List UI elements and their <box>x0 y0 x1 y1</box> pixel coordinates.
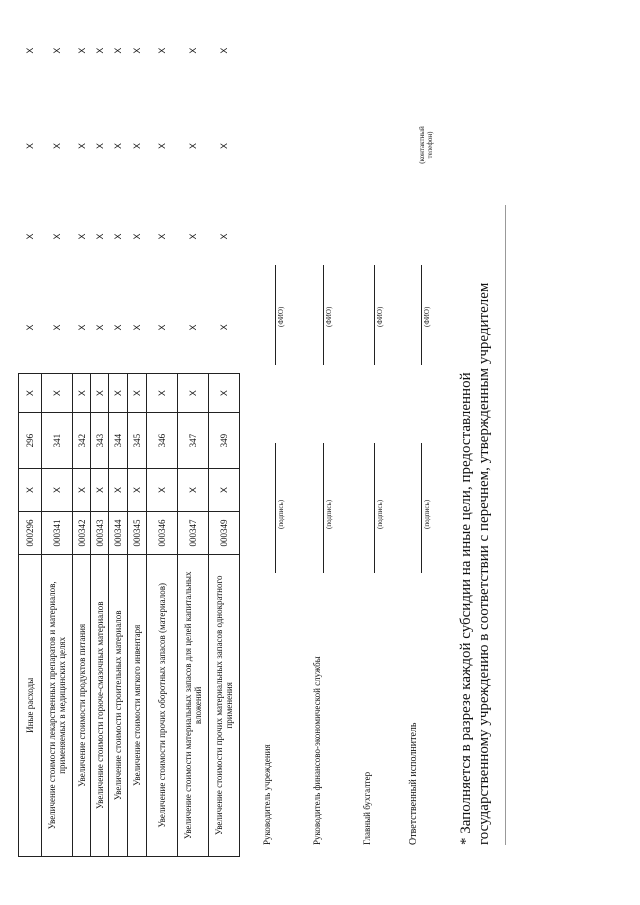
accountant-sign-line <box>374 443 375 573</box>
row-x-cell: X <box>109 468 128 512</box>
row-x-cell: X <box>209 373 240 413</box>
row-x-cell: X <box>25 324 35 331</box>
table-row <box>128 1 147 857</box>
expenses-table <box>18 0 240 857</box>
row-x-cell: X <box>113 142 123 149</box>
row-x-cell: X <box>76 47 87 54</box>
head-sign-caption: (подпись) <box>277 499 285 529</box>
row-number-cell: 341 <box>42 413 73 468</box>
row-x-cell: X <box>219 47 229 54</box>
row-x-cell: X <box>188 142 198 149</box>
executor-name-line <box>421 265 422 365</box>
row-x-cell: X <box>91 373 109 413</box>
row-x-cell: X <box>219 142 229 149</box>
row-x-cell: X <box>52 324 62 331</box>
row-x-cell: X <box>132 233 142 240</box>
row-number-cell: 296 <box>19 413 42 468</box>
row-x-cell: X <box>76 324 87 331</box>
row-name-cell: Увеличение стоимости лекарственных препаратов и материалов, применяемых в медицинских целях <box>42 554 73 856</box>
row-x-cell: X <box>76 233 87 240</box>
row-x-cell: X <box>94 142 105 149</box>
table-row <box>178 1 209 857</box>
row-x-cell: X <box>52 47 62 54</box>
row-x-cell: X <box>19 373 42 413</box>
table-row <box>91 1 109 857</box>
finance-name-caption: (ФИО) <box>325 306 333 327</box>
row-code-cell: 000342 <box>73 512 91 554</box>
row-number-cell: 343 <box>91 413 109 468</box>
row-x-cell: X <box>25 233 35 240</box>
row-number-cell: 345 <box>128 413 147 468</box>
table-row <box>147 1 178 857</box>
row-code-cell: 000343 <box>91 512 109 554</box>
row-x-cell: X <box>73 468 91 512</box>
table-row <box>109 1 128 857</box>
row-x-cell: X <box>113 233 123 240</box>
executor-name-caption: (ФИО) <box>423 306 431 327</box>
footnote-rule <box>505 205 506 845</box>
row-x-cell: X <box>157 47 167 54</box>
executor-sign-caption: (подпись) <box>423 499 431 529</box>
finance-sign-line <box>323 443 324 573</box>
row-x-cell: X <box>94 324 105 331</box>
row-x-cell: X <box>188 233 198 240</box>
table-row <box>19 1 42 857</box>
head-name-line <box>275 265 276 365</box>
row-number-cell: 346 <box>147 413 178 468</box>
row-x-cell: X <box>188 324 198 331</box>
executor-sign-line <box>421 443 422 573</box>
row-x-cell: X <box>73 373 91 413</box>
row-x-cell: X <box>94 233 105 240</box>
row-code-cell: 000296 <box>19 512 42 554</box>
row-x-cell: X <box>25 142 35 149</box>
row-x-cell: X <box>128 468 147 512</box>
row-x-cell: X <box>219 233 229 240</box>
row-x-cell: X <box>19 468 42 512</box>
row-number-cell: 349 <box>209 413 240 468</box>
row-code-cell: 000347 <box>178 512 209 554</box>
row-number-cell: 342 <box>73 413 91 468</box>
row-x-cell: X <box>132 47 142 54</box>
table-row <box>73 1 91 857</box>
row-x-cell: X <box>157 142 167 149</box>
table-row <box>209 1 240 857</box>
row-name-cell: Увеличение стоимости прочих оборотных запасов (материалов) <box>147 554 178 856</box>
row-name-cell: Увеличение стоимости прочих материальных запасов однократного применения <box>209 554 240 856</box>
accountant-label: Главный бухгалтер <box>362 771 372 845</box>
row-x-cell: X <box>188 47 198 54</box>
finance-sign-caption: (подпись) <box>325 499 333 529</box>
head-name-caption: (ФИО) <box>277 306 285 327</box>
row-x-cell: X <box>178 373 209 413</box>
row-x-cell: X <box>132 142 142 149</box>
accountant-sign-caption: (подпись) <box>376 499 384 529</box>
accountant-name-caption: (ФИО) <box>376 306 384 327</box>
row-code-cell: 000341 <box>42 512 73 554</box>
row-x-cell: X <box>147 468 178 512</box>
row-x-cell: X <box>147 373 178 413</box>
row-number-cell: 344 <box>109 413 128 468</box>
row-code-cell: 000344 <box>109 512 128 554</box>
row-x-cell: X <box>113 324 123 331</box>
row-x-cell: X <box>178 468 209 512</box>
row-x-cell: X <box>128 373 147 413</box>
row-x-cell: X <box>109 373 128 413</box>
row-x-cell: X <box>52 233 62 240</box>
row-x-cell: X <box>113 47 123 54</box>
footnote-line-1: * Заполняется в разрезе каждой субсидии на иные цели, предоставленной <box>458 372 474 845</box>
row-x-cell: X <box>25 47 35 54</box>
head-label: Руководитель учреждения <box>262 744 272 845</box>
row-name-cell: Увеличение стоимости мягкого инвентаря <box>128 554 147 856</box>
table-row <box>42 1 73 857</box>
row-x-cell: X <box>157 233 167 240</box>
row-x-cell: X <box>94 47 105 54</box>
row-x-cell: X <box>91 468 109 512</box>
finance-name-line <box>323 265 324 365</box>
executor-label: Ответственный исполнитель <box>408 722 419 845</box>
row-number-cell: 347 <box>178 413 209 468</box>
row-name-cell: Увеличение стоимости продуктов питания <box>73 554 91 856</box>
row-name-cell: Увеличение стоимости материальных запасов для целей капитальных вложений <box>178 554 209 856</box>
row-x-cell: X <box>76 142 87 149</box>
row-name-cell: Увеличение стоимости строительных материалов <box>109 554 128 856</box>
row-x-cell: X <box>42 468 73 512</box>
footnote-line-2: государственному учреждению в соответствии с перечнем, утвержденным учредителем <box>476 282 492 845</box>
row-x-cell: X <box>209 468 240 512</box>
row-name-cell: Иные расходы <box>19 554 42 856</box>
row-code-cell: 000345 <box>128 512 147 554</box>
row-x-cell: X <box>42 373 73 413</box>
row-code-cell: 000346 <box>147 512 178 554</box>
accountant-name-line <box>374 265 375 365</box>
head-sign-line <box>275 443 276 573</box>
row-code-cell: 000349 <box>209 512 240 554</box>
row-x-cell: X <box>219 324 229 331</box>
row-x-cell: X <box>132 324 142 331</box>
row-x-cell: X <box>157 324 167 331</box>
row-name-cell: Увеличение стоимости горюче-смазочных материалов <box>91 554 109 856</box>
row-x-cell: X <box>52 142 62 149</box>
finance-label: Руководитель финансово-экономической службы <box>312 656 322 845</box>
phone-caption: (контактный телефон) <box>418 126 434 164</box>
